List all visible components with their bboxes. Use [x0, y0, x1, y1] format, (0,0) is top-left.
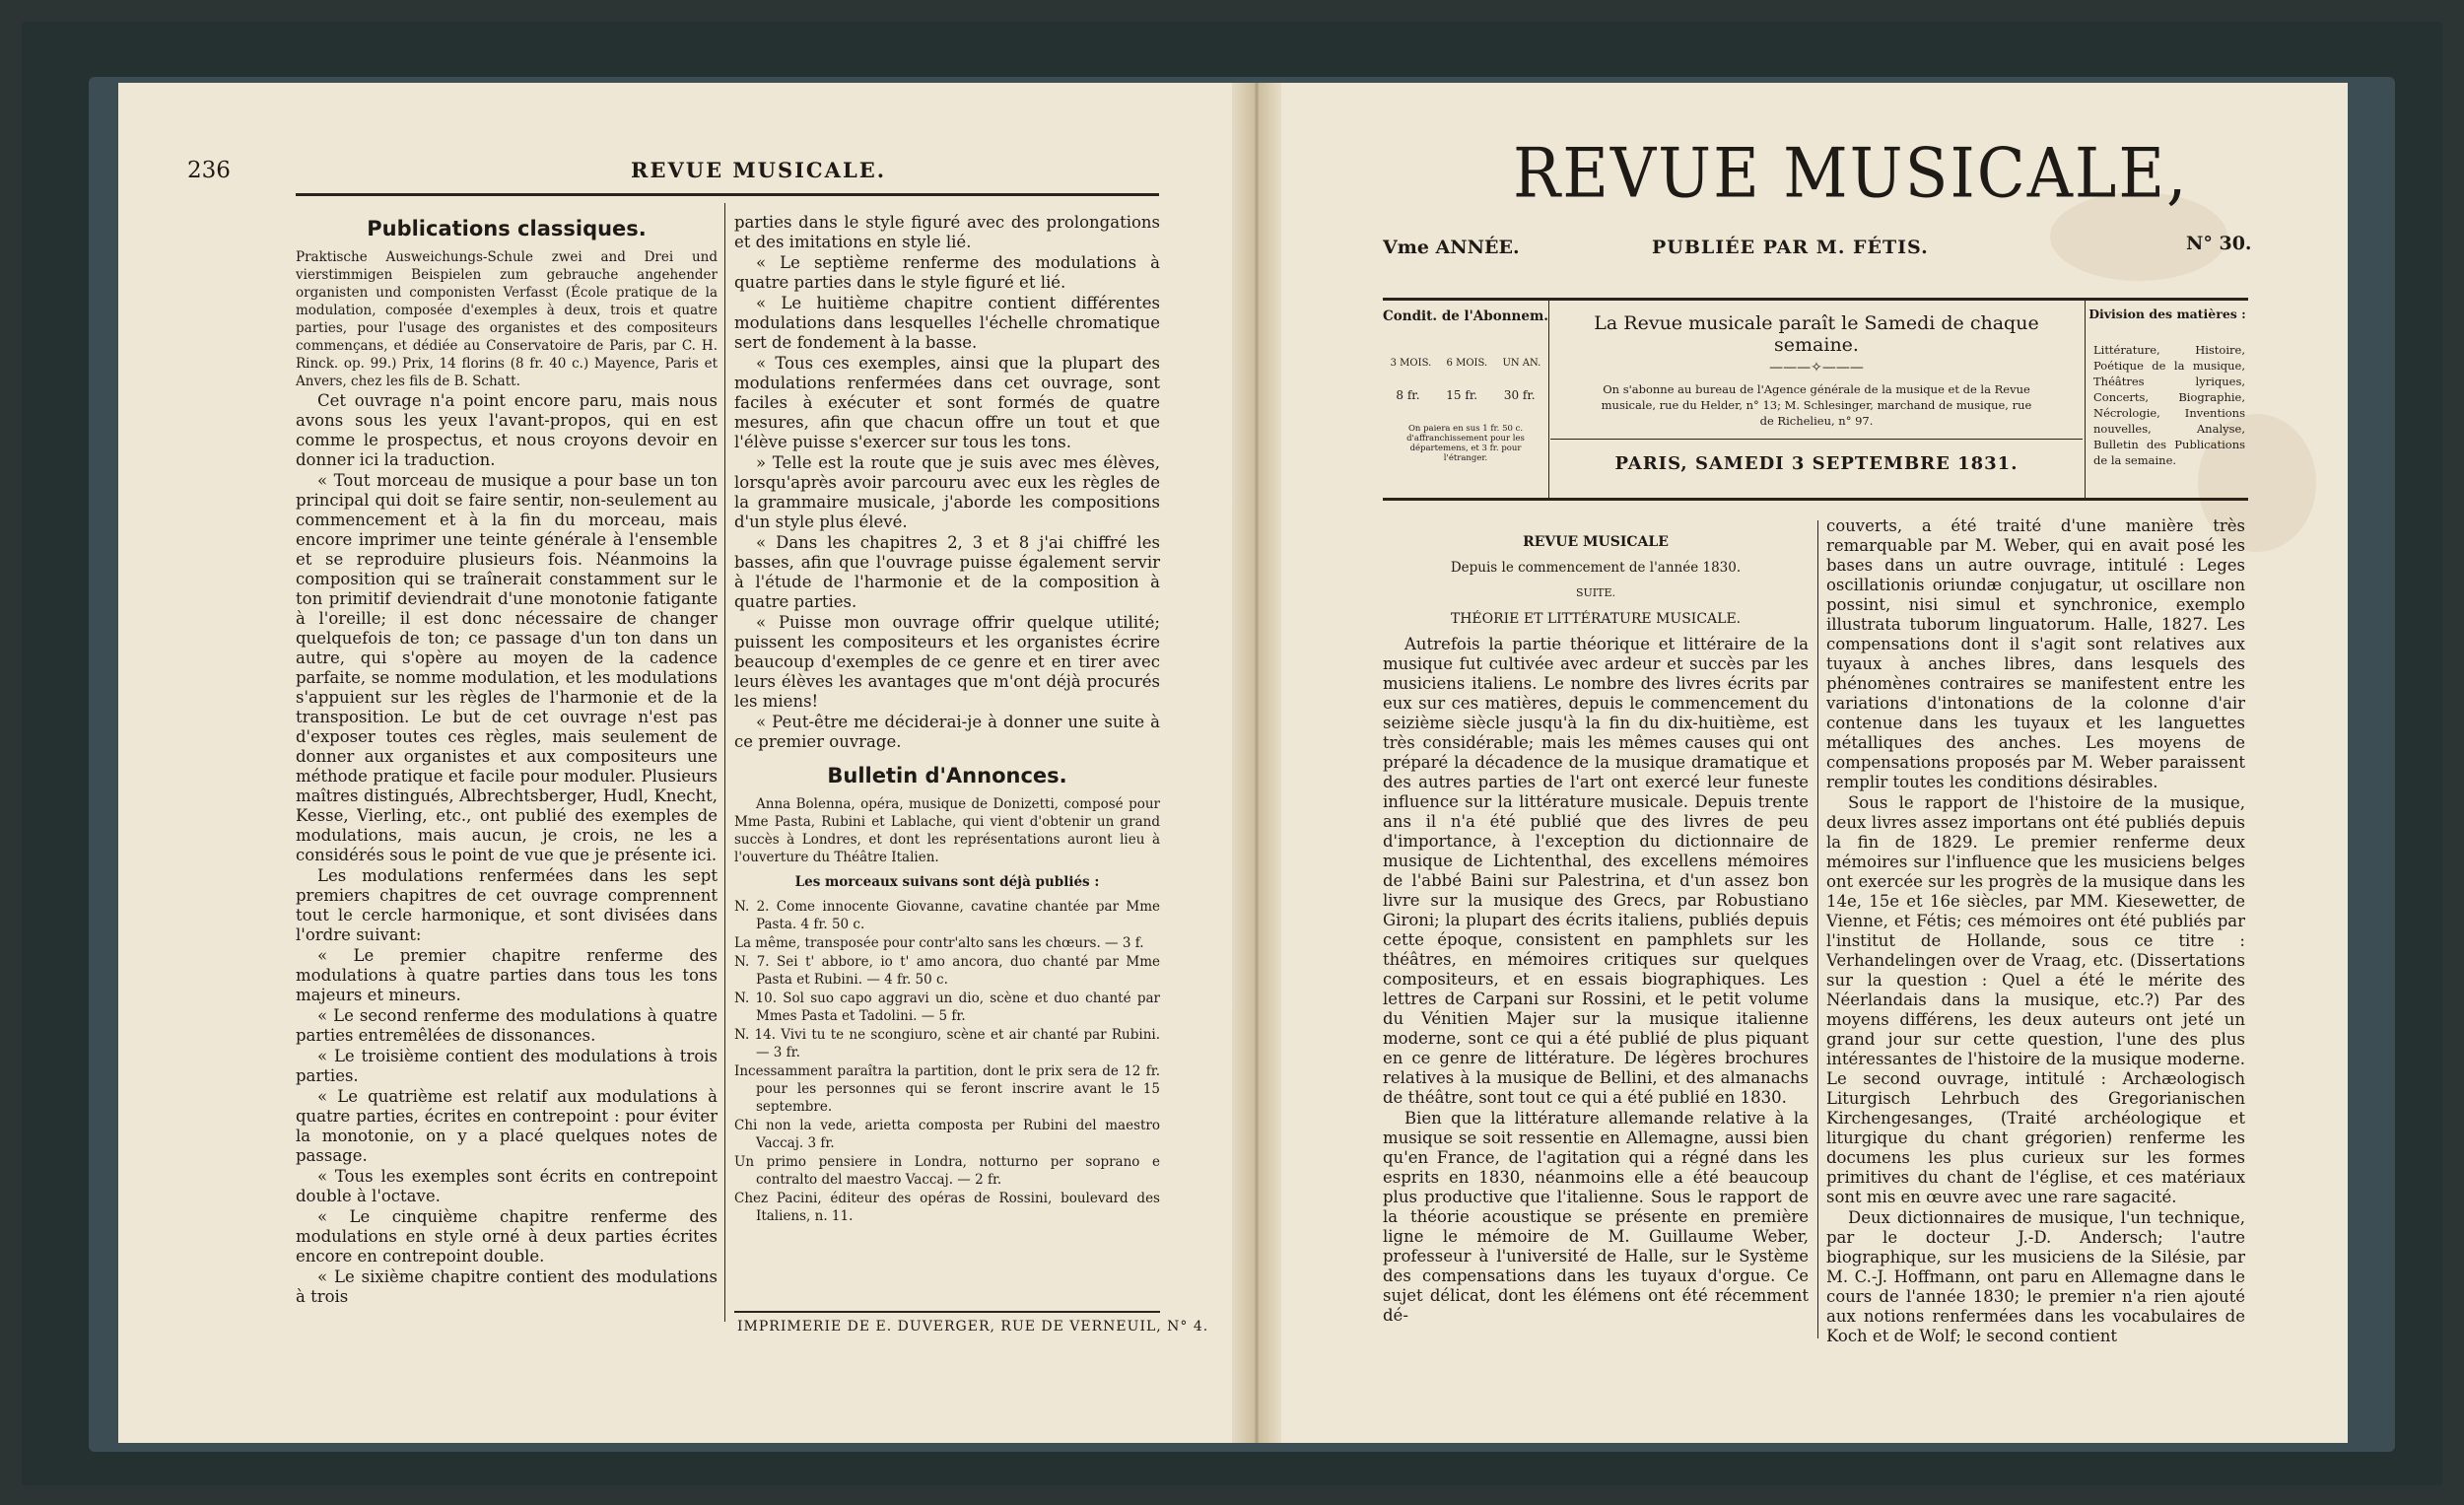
division-cell	[2085, 301, 2249, 498]
bulletin-item: Un primo pensiere in Londra, notturno per soprano e contralto del maestro Vaccaj. — 2 fr.	[734, 1154, 1160, 1188]
price: 8 fr.	[1396, 388, 1420, 402]
subscription-box	[1383, 298, 2248, 501]
price: 30 fr.	[1503, 388, 1536, 402]
article-subtitle: Depuis le commencement de l'année 1830.	[1450, 560, 1742, 576]
period-label: UN AN.	[1502, 358, 1541, 369]
bulletin-item: Incessamment paraîtra la partition, dont le prix sera de 12 fr. pour les personnes qui se feront inscrire avant le 15 septembre.	[734, 1063, 1160, 1115]
column-rule	[1817, 520, 1818, 1338]
abonnement-heading: Condit. de l'Abonnem.	[1383, 308, 1548, 324]
ornament: ———✧———	[1769, 360, 1864, 376]
book-gutter	[1232, 83, 1281, 1443]
column-rule	[724, 203, 725, 1322]
division-text: Littérature, Histoire, Poétique de la musique, Théâtres lyriques, Concerts, Biographie, Nécrologie, Inventions nouvelles, Analyse, Bulletin des Publications de la semaine.	[2093, 343, 2245, 467]
left-column-2	[734, 213, 1160, 1226]
abonnement-note: On paiera en sus 1 fr. 50 c. d'affranchissement pour les départemens, et 3 fr. pour l'étranger.	[1406, 424, 1525, 463]
paragraph: Deux dictionnaires de musique, l'un technique, par le docteur J.-D. Andersch; l'autre biographique, sur les musiciens de la Silésie, par M. C.-J. Hoffmann, ont paru en Allemagne dans le cours de l'année 1830; le premier n'a rien ajouté aux notions renfermées dans les vocabulaires de Koch et de Wolf; le second contient	[1826, 1208, 2245, 1345]
paragraph: « Puisse mon ouvrage offrir quelque utilité; puissent les compositeurs et les organistes écrire beaucoup d'exemples de ce genre et en tirer avec leurs élèves les avantages que m'ont déjà procurés les miens!	[734, 613, 1160, 711]
right-column-2	[1826, 516, 2245, 1347]
right-column-1	[1383, 526, 1809, 1327]
notice-cell	[1550, 301, 2083, 498]
paragraph: « Dans les chapitres 2, 3 et 8 j'ai chiffré les basses, afin que l'ouvrage puisse également servir à l'étude de l'harmonie et de la composition à quatre parties.	[734, 533, 1160, 611]
header-rule	[296, 193, 1159, 196]
section-heading: Publications classiques.	[367, 217, 647, 240]
paragraph: « Le quatrième est relatif aux modulations à quatre parties, écrites en contrepoint : pour éviter la monotonie, on y a placé quelques notes de passage.	[296, 1087, 718, 1165]
period-label: 3 MOIS.	[1390, 358, 1432, 369]
bulletin-item: N. 10. Sol suo capo aggravi un dio, scène et duo chanté par Mmes Pasta et Tadolini. — 5 fr.	[734, 991, 1160, 1024]
paragraph: « Tous les exemples sont écrits en contrepoint double à l'octave.	[296, 1167, 718, 1205]
bulletin-item: Chi non la vede, arietta composta per Rubini del maestro Vaccaj. 3 fr.	[734, 1118, 1160, 1151]
paragraph: « Le sixième chapitre contient des modulations à trois	[296, 1267, 718, 1306]
published-by: PUBLIÉE PAR M. FÉTIS.	[1652, 237, 1929, 258]
bulletin-item: La même, transposée pour contr'alto sans les chœurs. — 3 f.	[734, 935, 1144, 951]
bulletin-item: Chez Pacini, éditeur des opéras de Rossini, boulevard des Italiens, n. 11.	[734, 1191, 1160, 1224]
paragraph: Bien que la littérature allemande relative à la musique se soit ressentie en Allemagne, aussi bien qu'en France, de l'agitation qui a régné dans les esprits en 1830, néanmoins elle a été beaucoup plus productive que l'italienne. Sous le rapport de la théorie acoustique se présente en première ligne le mémoire de M. Guillaume Weber, professeur à l'université de Halle, sur le Système des compensations dans les tuyaux d'orgue. Ce sujet délicat, dont les élémens ont été récemment dé-	[1383, 1109, 1809, 1325]
article-section: THÉORIE ET LITTÉRATURE MUSICALE.	[1450, 611, 1742, 627]
imprint-rule	[734, 1311, 1160, 1313]
abonnement-cell	[1383, 301, 1549, 498]
paragraph: couverts, a été traité d'une manière très remarquable par M. Weber, qui en avait posé les bases dans un autre ouvrage, intitulé : Leges oscillationis oriundæ conjugatur, ut oscillare non possint, nisi simul et synchronice, exemplo illustrata tuborum linguatorum. Halle, 1827. Les compensations dont il s'agit sont relatives aux tuyaux à anches libres, dans lesquels des phénomènes contraires se manifestent entre les variations d'intonations de la colonne d'air contenue dans les tuyaux et les languettes métalliques des anches. Les moyens de compensations proposés par M. Weber paraissent remplir toutes les conditions désirables.	[1826, 516, 2245, 791]
article-title: REVUE MUSICALE	[1523, 534, 1669, 550]
bulletin-item: N. 7. Sei t' abbore, io t' amo ancora, duo chanté par Mme Pasta et Rubini. — 4 fr. 50 c.	[734, 954, 1160, 988]
morceaux-heading: Les morceaux suivans sont déjà publiés :	[794, 874, 1100, 890]
issue-number: N° 30.	[2186, 233, 2252, 254]
period-row	[1383, 358, 1548, 369]
paragraph: « Tout morceau de musique a pour base un ton principal qui doit se faire sentir, non-seulement au commencement et à la fin du morceau, mais encore imprimer une teinte générale à l'ensemble et se reproduire plusieurs fois. Néanmoins la composition qui se traînerait constamment sur le ton primitif deviendrait d'une monotonie fatigante à l'oreille; il est donc nécessaire de changer quelquefois de ton; ce passage d'un ton dans un autre, qui s'opère au moyen de la cadence parfaite, se nomme modulation, et les modulations s'appuient sur les règles de l'harmonie et de la transposition. Le but de cet ouvrage n'est pas d'exposer toutes ces règles, mais seulement de donner aux organistes et aux compositeurs une méthode pratique et facile pour moduler. Plusieurs maîtres distingués, Albrechtsberger, Hudl, Knecht, Kesse, Vierling, etc., ont publié des exemples de modulations, mais aucun, je crois, ne les a considérés sous le point de vue que je présente ici.	[296, 471, 718, 864]
bulletin-item: N. 2. Come innocente Giovanne, cavatine chantée par Mme Pasta. 4 fr. 50 c.	[734, 899, 1160, 932]
paragraph: Les modulations renfermées dans les sept premiers chapitres de cet ouvrage comprennent tout le cercle harmonique, et sont divisées dans l'ordre suivant:	[296, 866, 718, 944]
paragraph: « Peut-être me déciderai-je à donner une suite à ce premier ouvrage.	[734, 713, 1160, 751]
paragraph: « Le second renferme des modulations à quatre parties entremêlées de dissonances.	[296, 1006, 718, 1045]
subscription-address: On s'abonne au bureau de l'Agence générale de la musique et de la Revue musicale, rue du Helder, n° 13; M. Schlesinger, marchand de musique, rue de Richelieu, n° 97.	[1601, 382, 2032, 428]
article-suite: SUITE.	[1575, 586, 1615, 599]
weekly-notice: La Revue musicale paraît le Samedi de chaque semaine.	[1594, 312, 2039, 356]
price-row	[1383, 388, 1548, 402]
price: 15 fr.	[1446, 388, 1478, 402]
year-label: Vme ANNÉE.	[1383, 237, 1520, 258]
issue-date: PARIS, SAMEDI 3 SEPTEMBRE 1831.	[1614, 453, 2019, 474]
paragraph: « Le septième renferme des modulations à quatre parties dans le style figuré et lié.	[734, 253, 1160, 292]
paragraph: « Le cinquième chapitre renferme des modulations en style orné à deux parties écrites encore en contrepoint double.	[296, 1207, 718, 1266]
bulletin-heading: Bulletin d'Annonces.	[827, 764, 1067, 787]
bulletin-item: N. 14. Vivi tu te ne scongiuro, scène et air chanté par Rubini. — 3 fr.	[734, 1027, 1160, 1060]
paragraph: « Tous ces exemples, ainsi que la plupart des modulations renfermées dans cet ouvrage, sont faciles à exécuter et sont formés de quatre mesures, afin que chacun offre un tout et que l'élève puisse s'exercer sur tous les tons.	[734, 354, 1160, 451]
imprint: IMPRIMERIE DE E. DUVERGER, RUE DE VERNEUIL, N° 4.	[737, 1319, 1209, 1334]
running-title: REVUE MUSICALE.	[631, 158, 887, 182]
paragraph: « Le troisième contient des modulations à trois parties.	[296, 1047, 718, 1085]
division-heading: Division des matières :	[2088, 307, 2246, 321]
masthead: REVUE MUSICALE,	[1513, 135, 2189, 214]
period-label: 6 MOIS.	[1446, 358, 1488, 369]
paragraph: « Le huitième chapitre contient différentes modulations dans lesquelles l'échelle chromatique sert de fondement à la basse.	[734, 294, 1160, 352]
paragraph: « Le premier chapitre renferme des modulations à quatre parties dans tous les tons majeurs et mineurs.	[296, 946, 718, 1004]
paragraph: Praktische Ausweichungs-Schule zwei and Drei und vierstimmigen Beispielen zum gebrauche angehender organisten und componisten Verfasst (École pratique de la modulation, composée d'exemples à deux, trois et quatre parties, pour l'usage des organistes et des compositeurs commençans, et dédiée au Conservatoire de Paris, par C. H. Rinck. op. 99.) Prix, 14 florins (8 fr. 40 c.) Mayence, Paris et Anvers, chez les fils de B. Schatt.	[296, 249, 718, 389]
paragraph: Sous le rapport de l'histoire de la musique, deux livres assez importans ont été publiés depuis la fin de 1829. Le premier renferme deux mémoires sur l'influence que les musiciens belges ont exercée sur les progrès de la musique dans les 14e, 15e et 16e siècles, par MM. Kiesewetter, de Vienne, et Fétis; ces mémoires ont été publiés par l'institut de Hollande, sous ce titre : Verhandelingen over de Vraag, etc. (Dissertations sur la question : Quel a été le mérite des Néerlandais dans la musique, etc.?) Par des moyens différens, les deux auteurs ont jeté un grand jour sur cette question, l'une des plus intéressantes de l'histoire de la musique moderne. Le second ouvrage, intitulé : Archæologisch Liturgisch Lehrbuch des Gregorianischen Kirchengesanges, (Traité archéologique et liturgique du chant grégorien) renferme les documens les plus curieux sur les formes primitives du chant de l'église, et ces matériaux sont mis en œuvre avec une rare sagacité.	[1826, 793, 2245, 1206]
bulletin-intro: Anna Bolenna, opéra, musique de Donizetti, composé pour Mme Pasta, Rubini et Lablache, qui vient d'obtenir un grand succès à Londres, et dont les représentations auront lieu à l'ouverture du Théâtre Italien.	[734, 796, 1160, 865]
paragraph: Autrefois la partie théorique et littéraire de la musique fut cultivée avec ardeur et succès par les musiciens italiens. Le nombre des livres écrits par eux sur ces matières, depuis le commencement du seizième siècle jusqu'à la fin du dix-huitième, est très considérable; mais les mêmes causes qui ont préparé la décadence de la musique dramatique et des autres parties de l'art ont exercé leur funeste influence sur la littérature musicale. Depuis trente ans il n'a été publié que des livres de peu d'importance, à l'exception du dictionnaire de musique de Lichtenthal, des excellens mémoires de l'abbé Baini sur Palestrina, et d'un assez bon livre sur la musique des Grecs, par Robustiano Gironi; la plupart des écrits italiens, publiés depuis cette époque, consistent en pamphlets sur les théâtres, en mémoires critiques sur quelques compositeurs, et en essais biographiques. Les lettres de Carpani sur Rossini, et le petit volume du Vénitien Majer sur la musique italienne moderne, sont ce qui a été publié de plus piquant en ce genre de littérature. De légères brochures relatives à la musique de Bellini, et des almanachs de théâtre, sont tout ce qui a été publié en 1830.	[1383, 635, 1809, 1107]
date-rule	[1550, 439, 2083, 440]
left-column-1	[296, 213, 718, 1308]
page-number: 236	[187, 158, 231, 183]
paragraph: » Telle est la route que je suis avec mes élèves, lorsqu'après avoir parcouru avec eux les règles de la grammaire musicale, j'aborde les compositions d'un style plus élevé.	[734, 453, 1160, 531]
paragraph: Cet ouvrage n'a point encore paru, mais nous avons sous les yeux l'avant-propos, qui en est comme le prospectus, et nous croyons devoir en donner ici la traduction.	[296, 391, 718, 469]
paragraph: parties dans le style figuré avec des prolongations et des imitations en style lié.	[734, 213, 1160, 251]
